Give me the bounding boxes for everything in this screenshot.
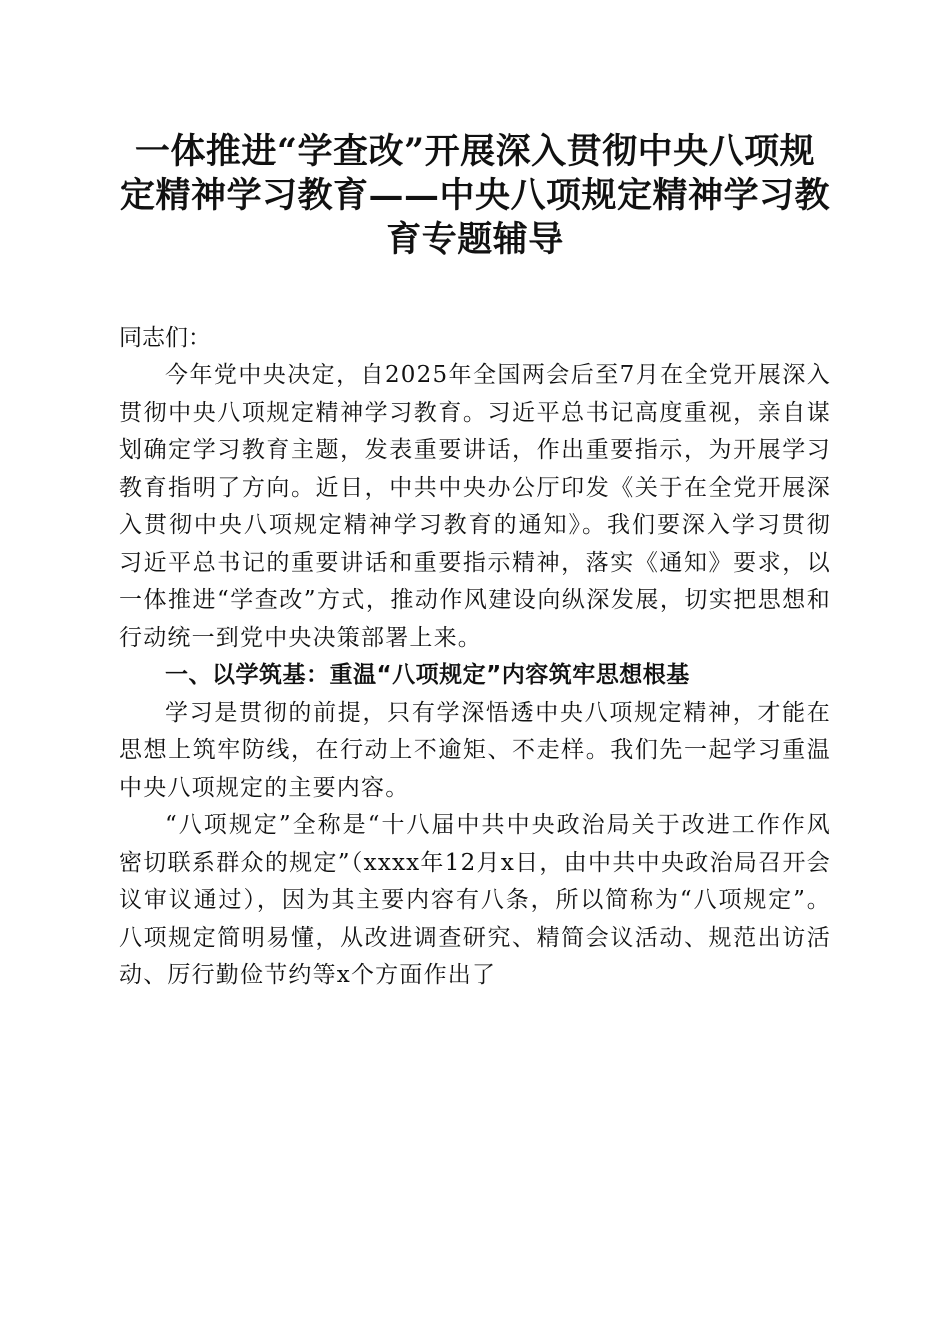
section1-paragraph-1: 学习是贯彻的前提，只有学深悟透中央八项规定精神，才能在思想上筑牢防线，在行动上不逾矩、不走样。我们先一起学习重温中央八项规定的主要内容。 <box>119 699 831 801</box>
document-page <box>119 130 831 995</box>
section1-paragraph-2: “八项规定”全称是“十八届中共中央政治局关于改进工作作风密切联系群众的规定”（xxxx年12月x日，由中共中央政治局召开会议审议通过），因为其主要内容有八条，所以简称为“八项规定”。八项规定简明易懂，从改进调查研究、精简会议活动、规范出访活动、厉行勤俭节约等x个方面作出了 <box>119 812 831 988</box>
document-title: 一体推进“学查改”开展深入贯彻中央八项规定精神学习教育——中央八项规定精神学习教育专题辅导 <box>119 131 830 260</box>
intro-paragraph: 今年党中央决定，自2025年全国两会后至7月在全党开展深入贯彻中央八项规定精神学习教育。习近平总书记高度重视，亲自谋划确定学习教育主题，发表重要讲话，作出重要指示，为开展学习教育指明了方向。近日，中共中央办公厅印发《关于在全党开展深入贯彻中央八项规定精神学习教育的通知》。我们要深入学习贯彻习近平总书记的重要讲话和重要指示精神，落实《通知》要求，以一体推进“学查改”方式，推动作风建设向纵深发展，切实把思想和行动统一到党中央决策部署上来。 <box>119 362 831 651</box>
salutation: 同志们： <box>119 325 211 351</box>
section-heading-1: 一、以学筑基：重温“八项规定”内容筑牢思想根基 <box>165 662 690 688</box>
